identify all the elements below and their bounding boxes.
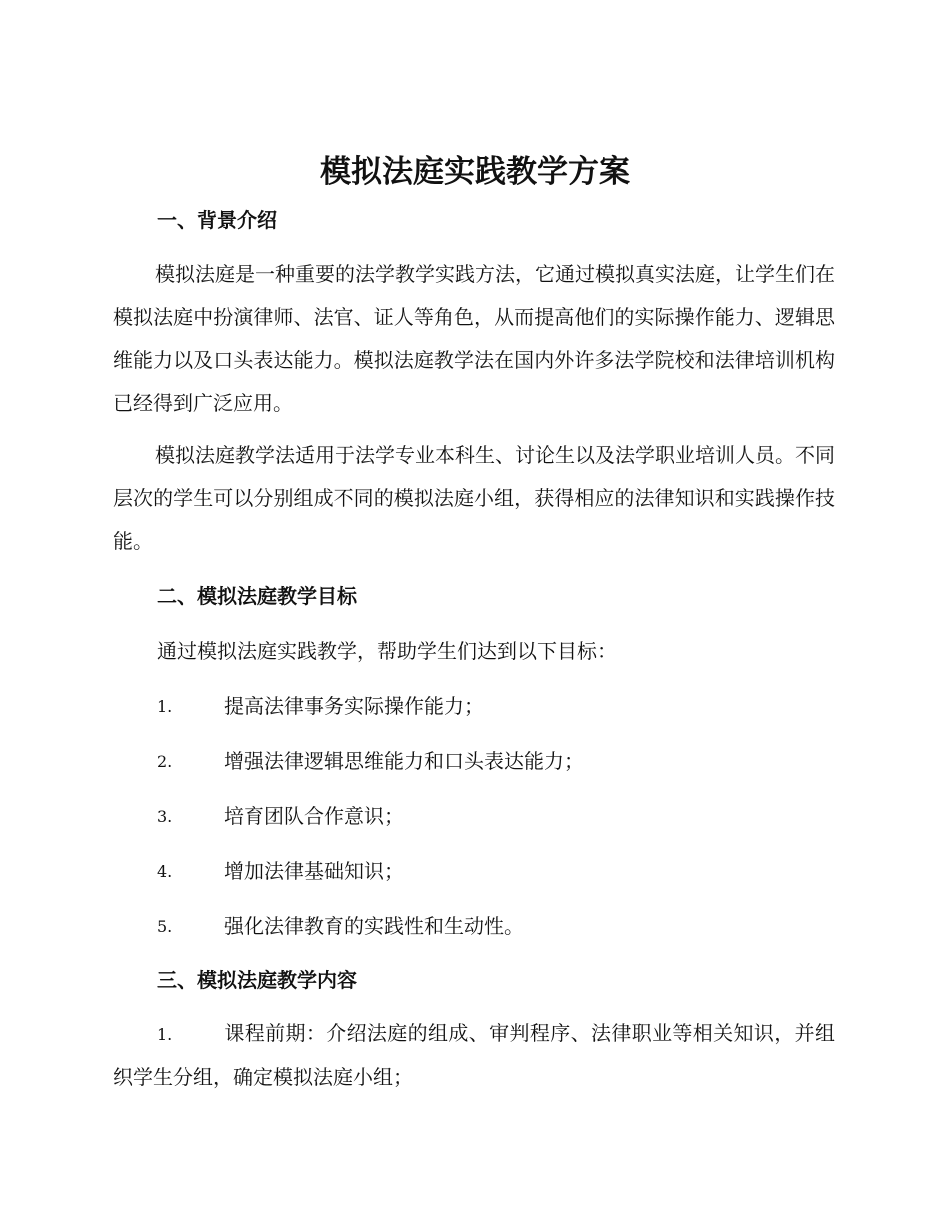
goals-intro: 通过模拟法庭实践教学，帮助学生们达到以下目标： <box>157 639 617 663</box>
goal-item-number: 1. <box>157 697 173 716</box>
goal-item-text: 增加法律基础知识； <box>224 859 404 883</box>
document-title: 模拟法庭实践教学方案 <box>320 154 630 190</box>
goal-item-text: 增强法律逻辑思维能力和口头表达能力； <box>224 749 584 773</box>
content-item-text: 课程前期：介绍法庭的组成、审判程序、法律职业等相关知识，并组织学生分组，确定模拟法庭小组； <box>113 1021 835 1089</box>
goal-item <box>157 912 837 942</box>
section-heading-content: 三、模拟法庭教学内容 <box>157 968 357 992</box>
goal-item-number: 3. <box>157 807 173 826</box>
goal-item-text: 提高法律事务实际操作能力； <box>224 694 484 718</box>
content-item-number: 1. <box>157 1025 173 1044</box>
content-item <box>113 1012 835 1099</box>
background-paragraph-2: 模拟法庭教学法适用于法学专业本科生、讨论生以及法学职业培训人员。不同层次的学生可以分别组成不同的模拟法庭小组，获得相应的法律知识和实践操作技能。 <box>113 443 835 553</box>
goal-item-number: 5. <box>157 917 173 936</box>
goal-item-text: 培育团队合作意识； <box>224 804 404 828</box>
goal-item <box>157 747 837 777</box>
goal-item-text: 强化法律教育的实践性和生动性。 <box>224 914 524 938</box>
goal-item <box>157 802 837 832</box>
goal-item-number: 4. <box>157 862 173 881</box>
section-heading-goals: 二、模拟法庭教学目标 <box>157 584 357 608</box>
goal-item <box>157 692 837 722</box>
goal-item <box>157 857 837 887</box>
goal-item-number: 2. <box>157 752 173 771</box>
background-paragraph-1: 模拟法庭是一种重要的法学教学实践方法，它通过模拟真实法庭，让学生们在模拟法庭中扮演律师、法官、证人等角色，从而提高他们的实际操作能力、逻辑思维能力以及口头表达能力。模拟法庭教学法在国内外许多法学院校和法律培训机构已经得到广泛应用。 <box>113 262 835 415</box>
section-heading-background: 一、背景介绍 <box>157 208 277 232</box>
